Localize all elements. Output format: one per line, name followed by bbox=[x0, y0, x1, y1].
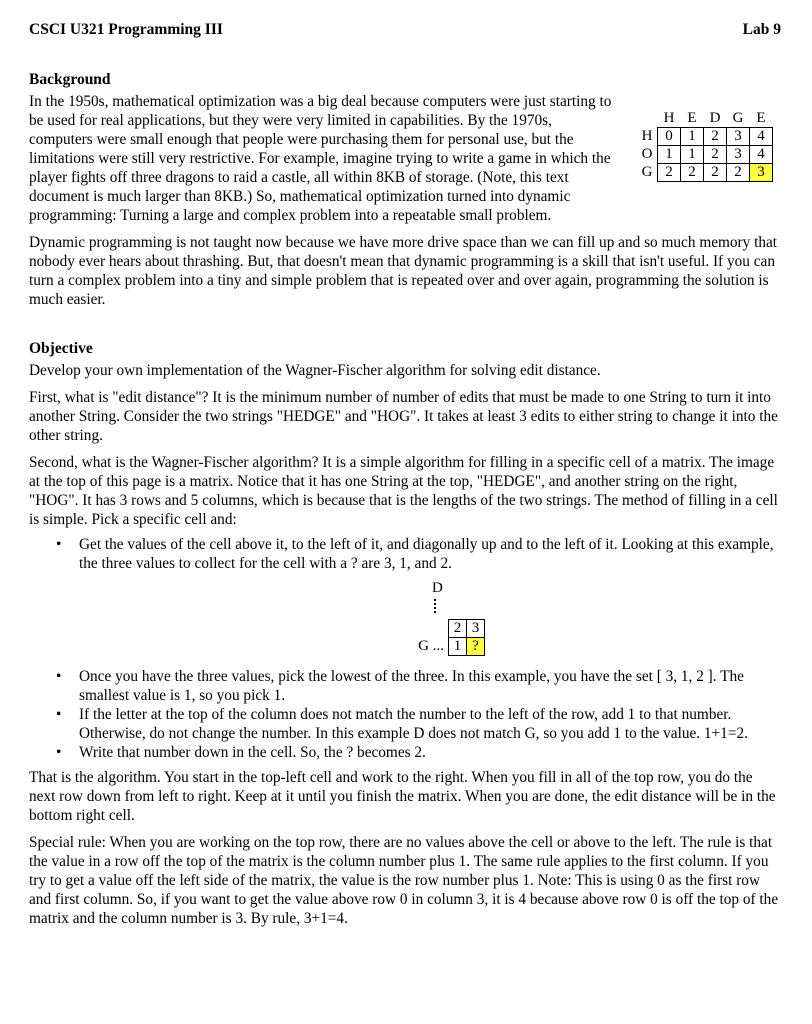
example-mini-matrix bbox=[29, 575, 781, 667]
objective-paragraph-3: Second, what is the Wagner-Fischer algorithm? It is a simple algorithm for filling in a specific cell of a matrix. The image at the top of this page is a matrix. Notice that it has one String at the top, "HEDGE", and another string on the right, "HOG". It has 3 rows and 5 columns, which is because that is the lengths of the two strings. The method of filling in a cell is simple. Pick a specific cell and: bbox=[29, 454, 778, 528]
matrix-cell: 3 bbox=[727, 128, 750, 146]
background-paragraph-1: In the 1950s, mathematical optimization was a big deal because computers were just starting to be used for real applications, but they were very limited in capabilities. By the 1970s, computers were small enough that people were purchasing them for personal use, but the limitations were still very restrictive. For example, imagine trying to write a game in which the player fights off three dragons to raid a castle, all within 8KB of storage. (Note, this text document is much larger than 8KB.) So, mathematical optimization turned into dynamic programming: Turning a large and complex problem into a repeatable small problem. bbox=[29, 93, 612, 224]
matrix-cell: 1 bbox=[658, 146, 681, 164]
document-page bbox=[29, 18, 781, 928]
algorithm-steps-list bbox=[29, 535, 781, 573]
list-item bbox=[29, 705, 781, 743]
matrix-cell: 2 bbox=[658, 164, 681, 182]
matrix-column-header: D bbox=[709, 110, 721, 126]
document-header bbox=[29, 20, 781, 44]
matrix-cell: 4 bbox=[750, 146, 773, 164]
mini-column-label: D bbox=[432, 580, 443, 596]
edit-distance-matrix bbox=[637, 110, 773, 182]
matrix-row-header: G bbox=[641, 164, 653, 180]
bullet-icon: • bbox=[56, 668, 62, 685]
matrix-row-header: O bbox=[641, 146, 653, 162]
course-title: CSCI U321 Programming III bbox=[29, 21, 223, 38]
matrix-column-header: H bbox=[663, 110, 675, 126]
objective-heading: Objective bbox=[29, 340, 93, 357]
matrix-column-header: E bbox=[687, 110, 697, 126]
matrix-cell: 2 bbox=[681, 164, 704, 182]
list-item-text: Get the values of the cell above it, to the left of it, and diagonally up and to the left of it. Looking at this example, the three values to collect for the cell with a ? are 3, 1, and 2. bbox=[79, 536, 774, 572]
matrix-cell: 4 bbox=[750, 128, 773, 146]
mini-row-label: G ... bbox=[418, 638, 444, 654]
matrix-cell: 1 bbox=[681, 146, 704, 164]
matrix-cell: 0 bbox=[658, 128, 681, 146]
mini-cell: 2 bbox=[449, 620, 467, 638]
matrix-cell: 2 bbox=[704, 146, 727, 164]
matrix-column-header: G bbox=[732, 110, 744, 126]
mini-cell: 1 bbox=[449, 638, 467, 656]
matrix-cell: 2 bbox=[727, 164, 750, 182]
matrix-cell: 2 bbox=[704, 164, 727, 182]
background-heading: Background bbox=[29, 71, 111, 88]
matrix-cell: 1 bbox=[681, 128, 704, 146]
list-item bbox=[29, 743, 781, 762]
matrix-cell: 2 bbox=[704, 128, 727, 146]
matrix-cell: 3 bbox=[727, 146, 750, 164]
background-section bbox=[29, 92, 781, 225]
algorithm-steps-list-continued bbox=[29, 667, 781, 762]
mini-cell: 3 bbox=[467, 620, 485, 638]
objective-paragraph-1: Develop your own implementation of the Wagner-Fischer algorithm for solving edit distance. bbox=[29, 362, 601, 379]
background-paragraph-2: Dynamic programming is not taught now because we have more drive space than we can fill up and so much memory that nobody ever hears about thrashing. But, that doesn't mean that dynamic programming is a skill that isn't useful. If you can turn a complex problem into a tiny and simple problem that is repeated over and over again, programming the solution is much easier. bbox=[29, 234, 778, 308]
vertical-ellipsis-icon bbox=[434, 599, 438, 613]
objective-paragraph-2: First, what is "edit distance"? It is the minimum number of number of edits that must be made to one String to turn it into another String. Consider the two strings "HEDGE" and "HOG". It takes at least 3 edits to either string to change it into the other string. bbox=[29, 389, 778, 444]
objective-paragraph-4: That is the algorithm. You start in the top-left cell and work to the right. When you fill in all of the top row, you do the next row down from left to right. Keep at it until you finish the matrix. When you are done, the edit distance will be in the bottom right cell. bbox=[29, 769, 776, 824]
objective-paragraph-5: Special rule: When you are working on the top row, there are no values above the cell or above to the left. The rule is that the value in a row off the top of the matrix is the column number plus 1. The same rule applies to the first column. If you try to get a value off the left side of the matrix, the value is the row number plus 1. Note: This is using 0 as the first row and first column. So, if you want to get the value above row 0 in column 3, it is 4 because above row 0 is off the top of the matrix and the column number is 3. By rule, 3+1=4. bbox=[29, 834, 779, 927]
list-item bbox=[29, 535, 781, 573]
bullet-icon: • bbox=[56, 744, 62, 761]
list-item-text: If the letter at the top of the column does not match the number to the left of the row, add 1 to that number. Otherwise, do not change the number. In this example D does not match G, so you add 1 to the value. 1+1=2. bbox=[79, 706, 748, 742]
lab-number: Lab 9 bbox=[742, 21, 781, 38]
matrix-row-header: H bbox=[641, 128, 653, 144]
mini-target-cell: ? bbox=[467, 638, 485, 656]
bullet-icon: • bbox=[56, 536, 62, 553]
list-item-text: Once you have the three values, pick the lowest of the three. In this example, you have the set [ 3, 1, 2 ]. The smallest value is 1, so you pick 1. bbox=[79, 668, 744, 704]
list-item bbox=[29, 667, 781, 705]
matrix-result-cell: 3 bbox=[750, 164, 773, 182]
bullet-icon: • bbox=[56, 706, 62, 723]
matrix-column-header: E bbox=[756, 110, 766, 126]
list-item-text: Write that number down in the cell. So, the ? becomes 2. bbox=[79, 744, 426, 761]
